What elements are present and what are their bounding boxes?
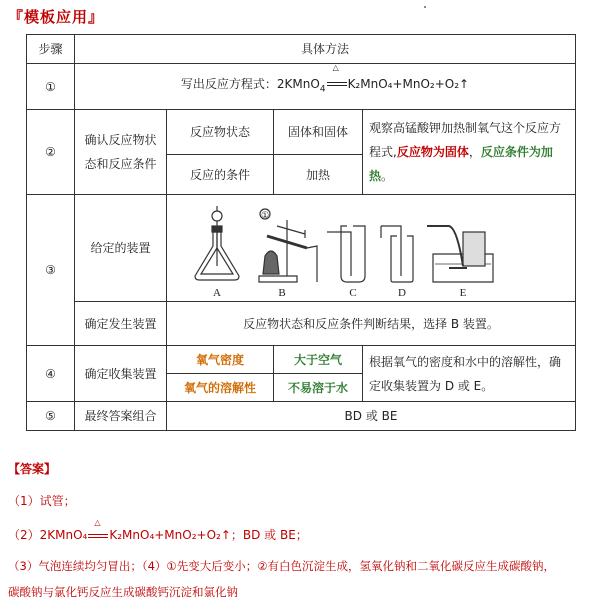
step-label: 确定发生装置 <box>75 302 167 346</box>
property-solubility: 氧气的溶解性 <box>167 374 274 402</box>
final-answer: BD 或 BE <box>167 402 576 431</box>
state-label: 反应物状态 <box>167 110 274 155</box>
step-number: ④ <box>27 346 75 402</box>
page-title: 『模板应用』 <box>8 8 105 26</box>
step-number: ② <box>27 110 75 195</box>
apparatus-d <box>381 226 413 282</box>
step-number: ⑤ <box>27 402 75 431</box>
label-b: B <box>278 286 286 299</box>
apparatus-illustration <box>167 196 569 301</box>
equation-products: K₂MnO₄+MnO₂+O₂↑ <box>347 76 470 91</box>
condition-label: 反应的条件 <box>167 155 274 195</box>
marker-one: ① <box>260 209 270 220</box>
decorative-dot <box>424 6 426 8</box>
label-e: E <box>459 286 467 299</box>
answer-line-1: （1）试管； <box>8 494 76 508</box>
step-label: 确认反应物状态和反应条件 <box>75 110 167 195</box>
step-number: ③ <box>27 195 75 346</box>
label-a: A <box>213 286 221 299</box>
heat-equals-sign: △ <box>87 528 109 542</box>
note-comma: ， <box>468 145 481 159</box>
table-row <box>27 302 576 346</box>
collection-note: 根据氧气的密度和水中的溶解性，确定收集装置为 D 或 E。 <box>363 346 576 402</box>
answer-line-2 <box>8 518 308 543</box>
table-row <box>27 346 576 374</box>
state-value: 固体和固体 <box>274 110 363 155</box>
equation-cell: 写出反应方程式：2KMnO$_4$ △ K₂MnO₄+MnO₂+O₂↑ <box>75 64 576 110</box>
note-period: 。 <box>381 169 394 183</box>
label-c: C <box>349 286 357 299</box>
template-table <box>26 34 576 431</box>
generation-text: 反应物状态和反应条件判断结果，选择 B 装置。 <box>167 302 576 346</box>
property-density: 氧气密度 <box>167 346 274 374</box>
value-density: 大于空气 <box>274 346 363 374</box>
table-header-row <box>27 35 576 64</box>
label-d: D <box>398 286 406 299</box>
apparatus-e <box>427 226 493 282</box>
answer-eq-prefix: （2）2KMnO₄ <box>8 528 88 542</box>
reaction-note <box>363 110 576 195</box>
header-step: 步骤 <box>27 35 75 64</box>
note-highlight-solid: 反应物为固体 <box>396 145 469 159</box>
note-highlight-heat: 反应条件为加热 <box>369 145 553 183</box>
apparatus-figure <box>167 195 576 302</box>
step-label: 最终答案组合 <box>75 402 167 431</box>
step-label: 确定收集装置 <box>75 346 167 402</box>
step-number: ① <box>27 64 75 110</box>
header-method: 具体方法 <box>75 35 576 64</box>
equation-prefix: 写出反应方程式：2KMnO <box>180 76 320 91</box>
answer-line-4: 碳酸钠与氯化钙反应生成碳酸钙沉淀和氯化钠 <box>8 585 238 599</box>
apparatus-c <box>327 226 365 282</box>
answer-heading: 【答案】 <box>8 462 57 476</box>
condition-value: 加热 <box>274 155 363 195</box>
apparatus-a <box>195 206 239 280</box>
table-row <box>27 64 576 110</box>
table-row <box>27 110 576 155</box>
table-row <box>27 195 576 302</box>
step-label: 给定的装置 <box>75 195 167 302</box>
answer-eq-suffix: K₂MnO₄+MnO₂+O₂↑；BD 或 BE； <box>109 528 308 542</box>
table-row <box>27 402 576 431</box>
note-text: 观察高锰酸钾加热制氧气这个反应方程式, <box>369 121 562 159</box>
heat-equals-sign: △ <box>326 73 348 95</box>
answer-line-3: （3）气泡连续均匀冒出；（4）①先变大后变小；②有白色沉淀生成，氢氧化钠和二氧化碳反应生成碳酸钠， <box>8 559 555 573</box>
value-solubility: 不易溶于水 <box>274 374 363 402</box>
